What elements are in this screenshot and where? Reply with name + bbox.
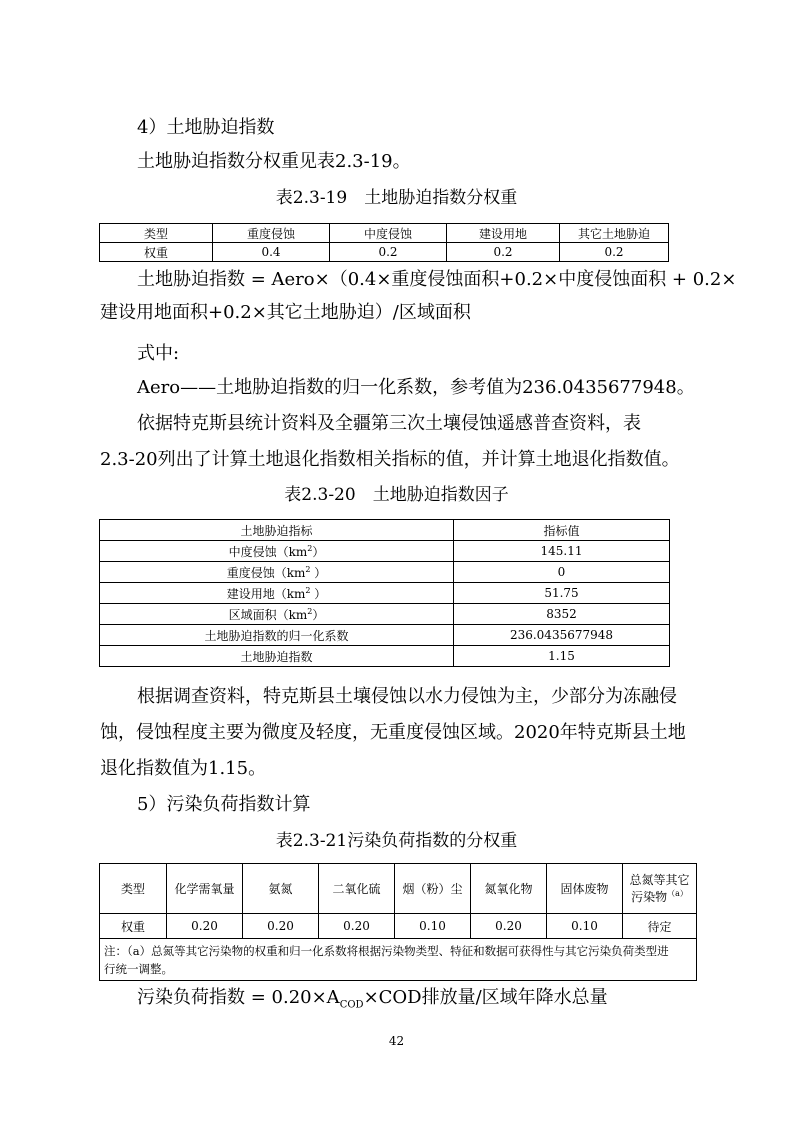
footnote-marker: （a）: [667, 888, 688, 898]
indicator-name: 区域面积（km: [228, 607, 308, 622]
table-row: [100, 243, 669, 262]
paragraph-2-line-1: 根据调查资料，特克斯县土壤侵蚀以水力侵蚀为主，少部分为冻融侵: [137, 686, 677, 707]
table-cell: [100, 604, 454, 625]
note-line-1: 注：（a）总氮等其它污染物的权重和归一化系数将根据污染物类型、特征和数据可获得性与其它污染负荷类型进: [104, 943, 669, 958]
superscript: 2: [307, 543, 313, 553]
where-label: 式中:: [137, 343, 180, 364]
paragraph-1-line-2: 2.3-20列出了计算土地退化指数相关指标的值，并计算土地退化指数值。: [100, 449, 680, 470]
table-19-caption: 表2.3-19 土地胁迫指数分权重: [275, 188, 518, 208]
header-line-2: 污染物: [631, 889, 668, 904]
table-cell: 0.10: [547, 914, 623, 939]
formula-2-pre: 污染负荷指数 = 0.20×A: [137, 987, 340, 1008]
table-row: [100, 541, 670, 562]
table-cell: 145.11: [454, 541, 670, 562]
table-cell: 0.2: [560, 243, 669, 262]
table-header-cell: 建设用地: [447, 224, 560, 243]
table-cell: 0.20: [243, 914, 319, 939]
table-cell: 权重: [100, 243, 213, 262]
section-4-heading: 4）土地胁迫指数: [137, 117, 275, 138]
indicator-name-tail: ）: [310, 586, 327, 601]
indicator-name: 重度侵蚀（km: [226, 565, 306, 580]
table-cell: 0.20: [167, 914, 243, 939]
section-5-heading: 5）污染负荷指数计算: [137, 794, 311, 815]
note-line-2: 行统一调整。: [104, 961, 173, 976]
table-cell: 土地胁迫指数: [100, 646, 454, 667]
table-header-cell: [623, 864, 697, 914]
table-cell: 0.4: [213, 243, 330, 262]
superscript: 2: [307, 606, 313, 616]
table-header-cell: 类型: [100, 224, 213, 243]
formula-2-post: ×COD排放量/区域年降水总量: [363, 987, 608, 1008]
table-header-row: [100, 864, 697, 914]
table-cell: 0.20: [471, 914, 547, 939]
table-row: [100, 625, 670, 646]
indicator-name: 建设用地（km: [226, 586, 306, 601]
formula-2-subscript: COD: [339, 999, 364, 1011]
table-cell: 0: [454, 562, 670, 583]
table-cell: 0.20: [319, 914, 395, 939]
table-header-row: [100, 224, 669, 243]
formula-1-line-1: 土地胁迫指数 = Aero×（0.4×重度侵蚀面积+0.2×中度侵蚀面积 + 0.2×: [137, 269, 737, 290]
page-number: 42: [388, 1034, 405, 1048]
table-header-cell: 固体废物: [547, 864, 623, 914]
table-row: [100, 583, 670, 604]
table-row: [100, 604, 670, 625]
table-row: [100, 914, 697, 939]
table-cell: 0.2: [447, 243, 560, 262]
table-cell: 0.10: [395, 914, 471, 939]
indicator-name-tail: ）: [310, 565, 327, 580]
table-header-cell: 指标值: [454, 520, 670, 541]
table-header-cell: 烟（粉）尘: [395, 864, 471, 914]
aero-definition: Aero——土地胁迫指数的归一化系数，参考值为236.0435677948。: [137, 377, 695, 398]
table-header-cell: 氨氮: [243, 864, 319, 914]
section-4-intro: 土地胁迫指数分权重见表2.3-19。: [137, 151, 411, 172]
paragraph-1-line-1: 依据特克斯县统计资料及全疆第三次土壤侵蚀遥感普查资料，表: [137, 413, 641, 434]
table-20: [99, 519, 670, 667]
table-header-row: [100, 520, 670, 541]
formula-1-line-2: 建设用地面积+0.2×其它土地胁迫）/区域面积: [100, 302, 471, 323]
table-header-cell: 中度侵蚀: [330, 224, 447, 243]
table-row: [100, 646, 670, 667]
table-cell: 1.15: [454, 646, 670, 667]
table-header-cell: 二氧化硫: [319, 864, 395, 914]
table-header-cell: 氮氧化物: [471, 864, 547, 914]
table-note-row: [100, 939, 697, 981]
table-cell: 土地胁迫指数的归一化系数: [100, 625, 454, 646]
table-row: [100, 562, 670, 583]
table-header-cell: 其它土地胁迫: [560, 224, 669, 243]
table-header-cell: 土地胁迫指标: [100, 520, 454, 541]
table-19: [99, 223, 669, 262]
indicator-name: 中度侵蚀（km: [228, 544, 308, 559]
table-cell: 待定: [623, 914, 697, 939]
table-cell: [100, 562, 454, 583]
table-21: [99, 863, 697, 981]
table-note: [100, 939, 697, 981]
table-cell: 236.0435677948: [454, 625, 670, 646]
superscript: 2: [305, 564, 311, 574]
table-header-cell: 重度侵蚀: [213, 224, 330, 243]
table-header-cell: 类型: [100, 864, 167, 914]
table-cell: 0.2: [330, 243, 447, 262]
formula-2: [137, 984, 608, 1012]
table-cell: [100, 583, 454, 604]
header-line-1: 总氮等其它: [629, 872, 690, 887]
table-21-caption: 表2.3-21污染负荷指数的分权重: [275, 831, 518, 851]
table-cell: 权重: [100, 914, 167, 939]
paragraph-2-line-3: 退化指数值为1.15。: [100, 758, 267, 779]
paragraph-2-line-2: 蚀，侵蚀程度主要为微度及轻度，无重度侵蚀区域。2020年特克斯县土地: [100, 722, 686, 743]
table-cell: 8352: [454, 604, 670, 625]
indicator-name-tail: ）: [312, 544, 325, 559]
superscript: 2: [305, 585, 311, 595]
table-header-cell: 化学需氧量: [167, 864, 243, 914]
table-20-caption: 表2.3-20 土地胁迫指数因子: [284, 485, 509, 505]
table-cell: 51.75: [454, 583, 670, 604]
indicator-name-tail: ）: [312, 607, 325, 622]
table-cell: [100, 541, 454, 562]
